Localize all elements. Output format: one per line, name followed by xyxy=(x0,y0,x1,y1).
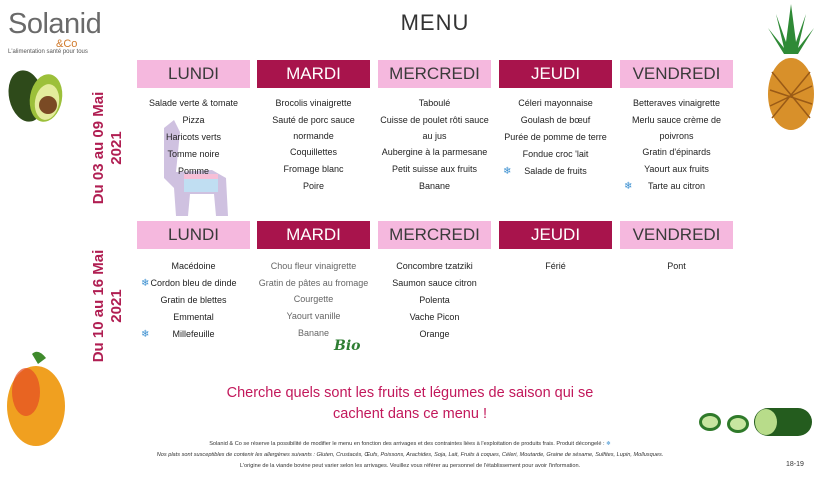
menu-item xyxy=(378,326,491,343)
day-menu-lundi xyxy=(137,95,250,180)
menu-item-text: Céleri mayonnaise xyxy=(518,98,593,108)
menu-item xyxy=(137,275,250,292)
snowflake-icon: ❄ xyxy=(503,166,512,177)
menu-item-text: Goulash de bœuf xyxy=(520,115,591,125)
menu-item-text: Polenta xyxy=(419,295,450,305)
menu-item-text: Purée de pomme de terre xyxy=(504,132,607,142)
menu-item xyxy=(137,112,250,129)
menu-item xyxy=(499,163,612,180)
day-header-lundi: LUNDI xyxy=(137,221,250,249)
cucumber-illustration xyxy=(698,402,816,444)
menu-item xyxy=(257,308,370,325)
menu-item xyxy=(137,292,250,309)
menu-item-text: Orange xyxy=(419,329,450,339)
menu-item xyxy=(620,178,733,195)
day-menu-mercredi xyxy=(378,95,491,195)
menu-item-text: Aubergine à la parmesane xyxy=(381,147,488,157)
season-message: Cherche quels sont les fruits et légumes de saison qui se cachent dans ce menu ! xyxy=(226,385,594,422)
menu-item xyxy=(378,112,491,144)
day-menu-jeudi xyxy=(499,258,612,275)
menu-item-text: Concombre tzatziki xyxy=(396,261,473,271)
day-menu-vendredi xyxy=(620,258,733,275)
day-header-vendredi: VENDREDI xyxy=(620,221,733,249)
menu-item-text: Haricots verts xyxy=(165,132,221,142)
day-menu-mercredi xyxy=(378,258,491,343)
menu-item-text: Vache Picon xyxy=(409,312,460,322)
menu-item xyxy=(257,144,370,161)
menu-item-text: Yaourt vanille xyxy=(286,311,341,321)
menu-item xyxy=(620,112,733,144)
menu-item xyxy=(378,161,491,178)
menu-item xyxy=(137,129,250,146)
menu-item-text: Yaourt aux fruits xyxy=(644,164,709,174)
menu-item xyxy=(378,95,491,112)
menu-item-text: Brocolis vinaigrette xyxy=(275,98,352,108)
day-header-mardi: MARDI xyxy=(257,221,370,249)
menu-item-text: Banane xyxy=(418,181,451,191)
menu-item-text: Tomme noire xyxy=(167,149,220,159)
menu-item xyxy=(378,144,491,161)
menu-item-text: Saumon sauce citron xyxy=(392,278,477,288)
menu-item xyxy=(257,291,370,308)
week2-label: Du 10 au 16 Mai 2021 xyxy=(90,249,125,363)
day-menu-lundi xyxy=(137,258,250,343)
day-menu-mardi xyxy=(257,95,370,195)
day-menu-mardi xyxy=(257,258,370,342)
menu-item xyxy=(137,309,250,326)
menu-item-text: Merlu sauce crème de poivrons xyxy=(631,115,722,141)
menu-item xyxy=(499,258,612,275)
brand-logo: Solanid xyxy=(8,8,102,40)
menu-item-text: Coquillettes xyxy=(289,147,338,157)
menu-item-text: Betteraves vinaigrette xyxy=(632,98,721,108)
menu-item-text: Salade de fruits xyxy=(524,166,587,176)
menu-item xyxy=(499,95,612,112)
menu-item-text: Macédoine xyxy=(171,261,216,271)
footer-line1: Solanid & Co se réserve la possibilité de modifier le menu en fonction des arrivages et des contraintes liées à l'exploitation de produits frais. Produit décongelé : ❄ xyxy=(209,441,611,447)
menu-item-text: Salade verte & tomate xyxy=(148,98,239,108)
brand-tagline: L'alimentation santé pour tous xyxy=(8,49,88,55)
menu-item xyxy=(257,275,370,291)
day-header-jeudi: JEUDI xyxy=(499,221,612,249)
day-header-vendredi: VENDREDI xyxy=(620,60,733,88)
menu-item-text: Banane xyxy=(297,328,330,338)
footer-allergens: Nos plats sont susceptibles de contenir les allergènes suivants : Gluten, Crustacés, Œufs, Poissons, Arachides, Soja, Lait, Fruits à coques, Céleri, Moutarde, Graine de sésame, Sulfites, Lupin, Mollusques. xyxy=(156,452,664,458)
menu-item-text: Gratin d'épinards xyxy=(642,147,711,157)
day-header-mercredi: MERCREDI xyxy=(378,60,491,88)
menu-item-text: Fondue croc 'lait xyxy=(522,149,589,159)
menu-item xyxy=(620,144,733,161)
menu-item xyxy=(257,178,370,195)
day-menu-jeudi xyxy=(499,95,612,180)
bio-label: Bio xyxy=(334,338,361,354)
day-header-mardi: MARDI xyxy=(257,60,370,88)
menu-item xyxy=(499,129,612,146)
menu-item xyxy=(378,178,491,195)
menu-item xyxy=(257,95,370,112)
menu-item-text: Petit suisse aux fruits xyxy=(391,164,478,174)
menu-item-text: Sauté de porc sauce normande xyxy=(272,115,355,141)
menu-item xyxy=(137,163,250,180)
document-ref: 18-19 xyxy=(786,461,804,468)
menu-item-text: Chou fleur vinaigrette xyxy=(270,261,357,271)
menu-item xyxy=(137,326,250,343)
menu-item xyxy=(257,258,370,275)
menu-item-text: Pomme xyxy=(177,166,209,176)
menu-item xyxy=(620,95,733,112)
menu-item-text: Poire xyxy=(302,181,324,191)
menu-item-text: Tarte au citron xyxy=(647,181,706,191)
week1-label: Du 03 au 09 Mai 2021 xyxy=(90,91,125,205)
snowflake-icon: ❄ xyxy=(606,441,611,447)
menu-item xyxy=(378,309,491,326)
menu-item xyxy=(137,258,250,275)
menu-item xyxy=(499,146,612,163)
menu-item-text: Gratin de blettes xyxy=(160,295,227,305)
menu-item-text: Pont xyxy=(667,261,686,271)
menu-item-text: Gratin de pâtes au fromage xyxy=(258,278,369,288)
snowflake-icon: ❄ xyxy=(141,329,150,340)
day-menu-vendredi xyxy=(620,95,733,195)
brand-co: &Co xyxy=(56,38,78,50)
day-header-mercredi: MERCREDI xyxy=(378,221,491,249)
menu-item xyxy=(257,161,370,178)
pineapple-illustration xyxy=(762,2,820,132)
menu-item xyxy=(137,146,250,163)
page-title: MENU xyxy=(400,10,470,35)
snowflake-icon: ❄ xyxy=(141,278,150,289)
menu-item-text: Millefeuille xyxy=(172,329,215,339)
menu-item-text: Férié xyxy=(545,261,566,271)
menu-item xyxy=(620,258,733,275)
menu-item-text: Taboulé xyxy=(418,98,451,108)
menu-item-text: Cordon bleu de dinde xyxy=(150,278,237,288)
avocado-illustration xyxy=(4,62,68,126)
footer-line3: L'origine de la viande bovine peut varier selon les arrivages. Veuillez vous référer au personnel de l'établissement pour avoir l'information. xyxy=(239,463,581,469)
menu-item xyxy=(378,258,491,275)
menu-item xyxy=(378,292,491,309)
day-header-lundi: LUNDI xyxy=(137,60,250,88)
menu-item-text: Pizza xyxy=(182,115,205,125)
menu-item-text: Courgette xyxy=(293,294,334,304)
menu-item-text: Cuisse de poulet rôti sauce au jus xyxy=(380,115,489,141)
menu-item xyxy=(378,275,491,292)
mango-illustration xyxy=(2,350,68,450)
menu-item xyxy=(499,112,612,129)
menu-item-text: Emmental xyxy=(173,312,214,322)
menu-item xyxy=(137,95,250,112)
snowflake-icon: ❄ xyxy=(624,181,633,192)
menu-item-text: Fromage blanc xyxy=(283,164,344,174)
menu-item xyxy=(620,161,733,178)
day-header-jeudi: JEUDI xyxy=(499,60,612,88)
menu-item xyxy=(257,112,370,144)
